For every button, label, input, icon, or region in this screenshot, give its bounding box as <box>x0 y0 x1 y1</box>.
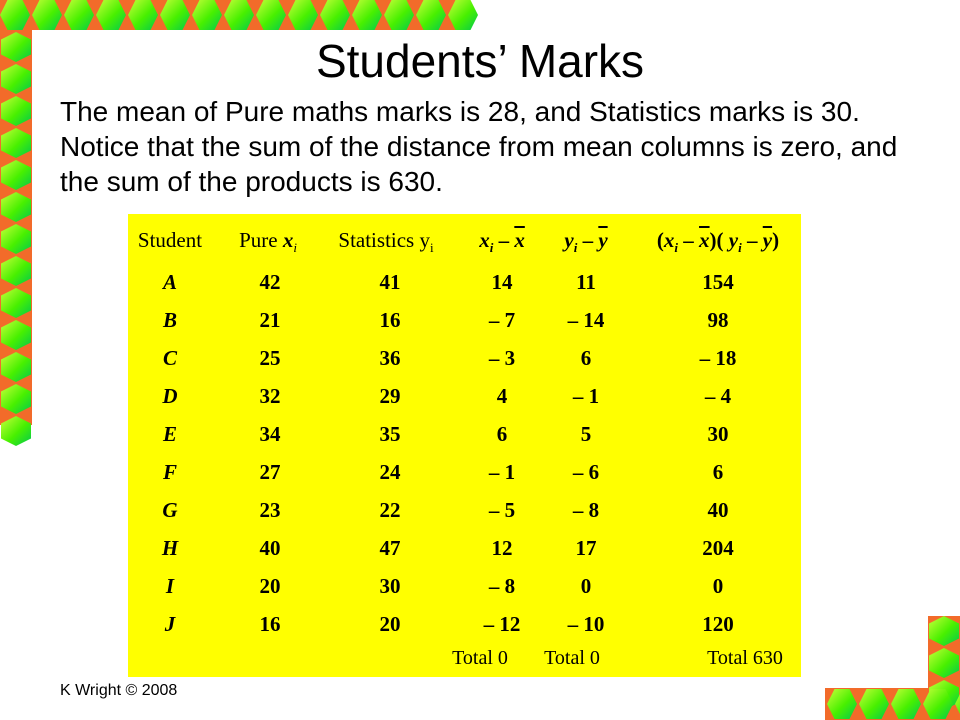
cell-y-dev: 11 <box>576 270 596 294</box>
cell-product: 154 <box>702 270 734 294</box>
cell-student: F <box>162 460 178 484</box>
cell-statistics: 36 <box>379 346 401 370</box>
cell-product: 6 <box>712 460 724 484</box>
total-x-dev: Total 0 <box>452 647 508 669</box>
cell-x-dev: 6 <box>496 422 508 446</box>
cell-student: J <box>164 612 176 636</box>
cell-y-dev: – 8 <box>572 498 600 522</box>
cell-pure: 27 <box>259 460 281 484</box>
cell-y-dev: 6 <box>580 346 592 370</box>
cell-pure: 20 <box>259 574 281 598</box>
cell-statistics: 47 <box>379 536 401 560</box>
slide-title: Students’ Marks <box>315 35 645 87</box>
cell-y-dev: 0 <box>580 574 592 598</box>
cell-x-dev: 4 <box>496 384 508 408</box>
cell-statistics: 20 <box>379 612 401 636</box>
cell-student: E <box>162 422 178 446</box>
cell-y-dev: – 1 <box>572 384 600 408</box>
cell-student: A <box>162 270 178 294</box>
cell-y-dev: – 6 <box>572 460 600 484</box>
cell-product: 40 <box>707 498 729 522</box>
cell-product: – 18 <box>699 346 737 370</box>
cell-statistics: 41 <box>379 270 401 294</box>
cell-statistics: 30 <box>379 574 401 598</box>
cell-x-dev: 12 <box>491 536 513 560</box>
cell-product: 30 <box>707 422 729 446</box>
cell-product: 204 <box>702 536 734 560</box>
cell-pure: 25 <box>259 346 281 370</box>
cell-pure: 16 <box>259 612 281 636</box>
header-x-dev: $x_i - \overline{x}$ <box>479 228 525 256</box>
cell-y-dev: 17 <box>575 536 597 560</box>
cell-statistics: 29 <box>379 384 401 408</box>
header-product: $(x_i - \overline{x})$( $y_i - \overline{y}$) <box>656 228 780 256</box>
total-y-dev: Total 0 <box>544 647 600 669</box>
header-y-dev: $y_i - \overline{y}$ <box>564 228 608 256</box>
cell-product: 98 <box>707 308 729 332</box>
intro-paragraph: The mean of Pure maths marks is 28, and Statistics marks is 30. Notice that the sum of the distance from mean columns is zero, and the sum of the products is 630. <box>60 96 898 197</box>
cell-student: H <box>161 536 179 560</box>
cell-statistics: 24 <box>379 460 401 484</box>
cell-x-dev: – 7 <box>488 308 516 332</box>
cell-pure: 21 <box>259 308 281 332</box>
cell-pure: 34 <box>259 422 281 446</box>
cell-x-dev: 14 <box>491 270 513 294</box>
cell-student: D <box>162 384 178 408</box>
cell-pure: 40 <box>259 536 281 560</box>
cell-student: B <box>162 308 178 332</box>
header-pure: Pure $x_i$ <box>239 228 297 256</box>
cell-student: C <box>162 346 178 370</box>
cell-x-dev: – 5 <box>488 498 516 522</box>
cell-pure: 42 <box>259 270 281 294</box>
cell-statistics: 35 <box>379 422 401 446</box>
cell-x-dev: – 3 <box>488 346 516 370</box>
cell-student: G <box>162 498 178 522</box>
marks-table <box>128 214 801 677</box>
cell-y-dev: 5 <box>580 422 592 446</box>
cell-pure: 32 <box>259 384 281 408</box>
header-statistics: Statistics $y_i$ <box>338 228 434 256</box>
cell-student: I <box>165 574 175 598</box>
cell-product: – 4 <box>704 384 732 408</box>
cell-product: 0 <box>712 574 724 598</box>
cell-statistics: 22 <box>379 498 401 522</box>
footer-credit: K Wright © 2008 <box>60 682 178 699</box>
cell-x-dev: – 1 <box>488 460 516 484</box>
cell-statistics: 16 <box>379 308 401 332</box>
cell-y-dev: – 10 <box>567 612 605 636</box>
cell-x-dev: – 8 <box>488 574 516 598</box>
header-student: Student <box>137 228 203 252</box>
cell-x-dev: – 12 <box>483 612 521 636</box>
cell-product: 120 <box>702 612 734 636</box>
total-product: Total 630 <box>707 647 783 669</box>
cell-y-dev: – 14 <box>567 308 605 332</box>
cell-pure: 23 <box>259 498 281 522</box>
